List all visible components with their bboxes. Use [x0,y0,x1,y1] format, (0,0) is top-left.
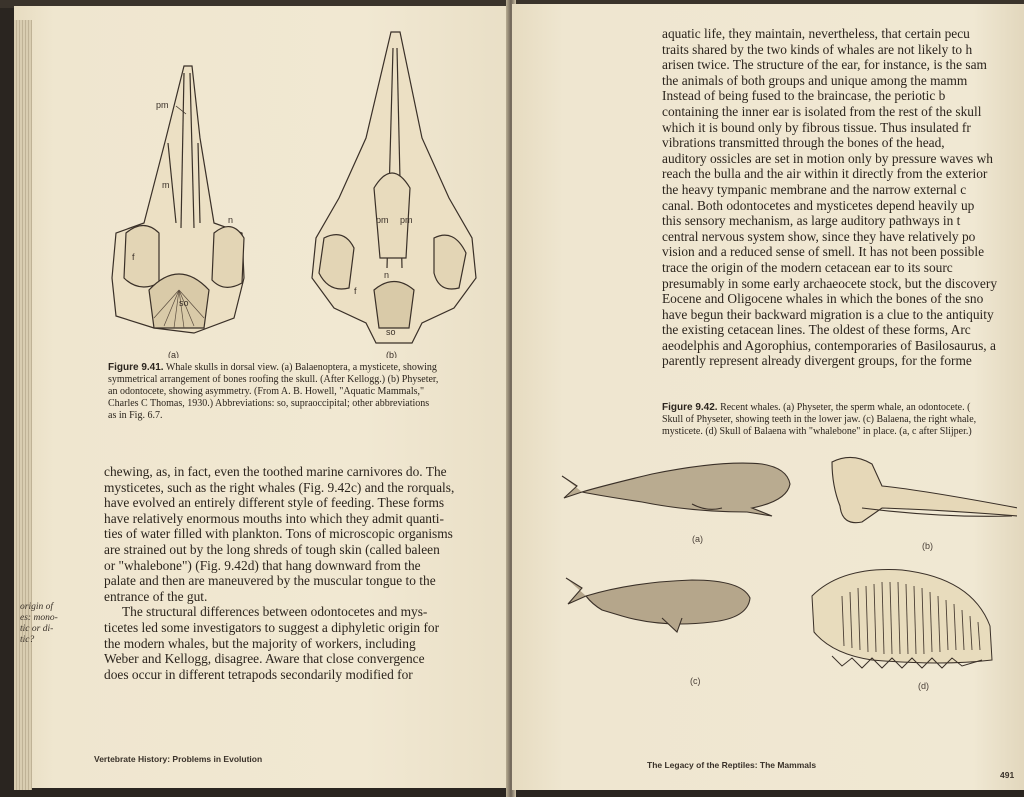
label-so-a: so [179,298,189,308]
figure-9-42-label-b: (b) [922,541,933,551]
right-footer: The Legacy of the Reptiles: The Mammals [647,760,817,770]
body-line: the animals of both groups and unique among the mamm [662,72,968,88]
body-line: vision and a reduced sense of smell. It has not been possible [662,244,985,260]
figure-9-42-illustration [542,446,1017,696]
right-page-visible-area [512,4,1017,790]
right-whale-illustration [566,578,750,632]
skull-b-illustration [312,32,476,343]
figure-9-42-caption-line: Skull of Physeter, showing teeth in the lower jaw. (c) Balaena, the right whale, [662,414,977,425]
body-line: the modern whales, but the majority of workers, including [104,635,416,651]
body-line: auditory ossicles are set in motion only by pressure waves wh [662,150,993,166]
body-line: traits shared by the two kinds of whales are not likely to h [662,41,973,57]
body-line: reach the bulla and the air within it directly from the exterior [662,166,988,182]
label-n-b: n [384,270,390,280]
body-line: have begun their backward migration is a clue to the antiquity [662,306,994,322]
margin-note-line: es: mono- [20,613,58,623]
figure-9-41-illustration [104,28,484,358]
body-line: the heavy tympanic membrane and the narrow external c [662,181,967,197]
body-line: vibrations transmitted through the bones of the head, [662,135,945,151]
margin-note [20,602,70,646]
body-line: chewing, as, in fact, even the toothed marine carnivores do. The [104,464,447,479]
figure-9-42-label-c: (c) [690,676,701,686]
body-line: trace the origin of the modern cetacean ear to its sourc [662,259,953,275]
margin-note-line: origin of [20,602,53,612]
body-line: are strained out by the long shreds of tough skin (called baleen [104,541,440,557]
margin-note-line: tic? [20,635,35,645]
figure-9-42-caption-line: Recent whales. (a) Physeter, the sperm whale, an odontocete. ( [720,402,971,413]
body-line: which it is bound only by fibrous tissue. Thus insulated fr [662,119,971,135]
left-body-text [104,464,472,682]
body-line: the existing cetacean lines. The oldest of these forms, Arc [662,322,971,338]
body-line: palate and then are maneuvered by the muscular tongue to the [104,573,436,589]
baleen-skull-illustration [812,570,992,668]
body-line: Weber and Kellogg, disagree. Aware that close convergence [104,651,425,667]
figure-9-42-label-a: (a) [692,534,703,544]
figure-9-41-caption-line: as in Fig. 6.7. [108,410,163,421]
figure-9-41-label-b: (b) [386,350,397,358]
body-line: central nervous system show, since they have relatively po [662,228,976,244]
label-pm-b1: pm [376,215,389,225]
figure-9-42-label-d: (d) [918,681,929,691]
figure-9-41-caption-line: symmetrical arrangement of bones roofing the skull. (After Kellogg.) (b) Physeter, [108,374,439,385]
label-f-b: f [354,286,357,296]
page-number: 491 [1000,770,1015,780]
body-line: or "whalebone") (Fig. 9.42d) that hang downward from the [104,557,421,573]
page-edge-stack [14,20,32,790]
body-line: ticetes led some investigators to suggest a diphyletic origin for [104,619,440,635]
margin-note-line: tic or di- [20,624,54,634]
left-footer: Vertebrate History: Problems in Evolution [94,754,263,764]
body-line: The structural differences between odontocetes and mys- [122,604,428,620]
figure-9-42-title: Figure 9.42. [662,402,718,413]
label-so-b: so [386,327,396,337]
body-line: have relatively enormous mouths into which they admit quanti- [104,510,444,526]
body-line: have evolved an entirely different style of feeding. These forms [104,495,445,511]
figure-9-41-title: Figure 9.41. [108,362,164,373]
body-line: containing the inner ear is isolated from the rest of the skull [662,103,982,119]
left-page [14,6,512,788]
figure-9-41-label-a: (a) [168,350,179,358]
label-n-a: n [228,215,234,225]
skull-a-illustration [112,66,244,333]
label-pm-a: pm [156,100,169,110]
figure-9-41-caption [108,362,486,422]
body-line: mysticetes, such as the right whales (Fig. 9.42c) and the rorquals, [104,479,455,495]
body-line: this sensory mechanism, as large auditory pathways in t [662,213,961,229]
body-line: Instead of being fused to the braincase, the periotic b [662,88,946,104]
body-line: aquatic life, they maintain, nevertheless, that certain pecu [662,26,970,41]
sperm-whale-illustration [562,463,790,516]
body-line: ties of water filled with plankton. Tons of microscopic organisms [104,526,453,542]
label-m-a: m [162,180,170,190]
body-line: parently represent already divergent groups, for the forme [662,353,972,369]
sperm-whale-skull-illustration [832,457,1017,522]
figure-9-42-caption [662,402,1017,438]
body-line: does occur in different tetrapods secondarily modified for [104,666,413,682]
right-page [512,4,1024,790]
figure-9-41-caption-line: Charles C Thomas, 1930.) Abbreviations: so, supraoccipital; other abbreviations [108,398,430,409]
figure-9-41-caption-line: Whale skulls in dorsal view. (a) Balaenoptera, a mysticete, showing [165,362,437,373]
body-line: canal. Both odontocetes and mysticetes depend heavily up [662,197,975,213]
figure-9-41-caption-line: an odontocete, showing asymmetry. (From A. B. Howell, "Aquatic Mammals," [108,386,425,397]
body-line: aeodelphis and Agorophius, contemporaries of Basilosaurus, a [662,337,996,353]
body-line: arisen twice. The structure of the ear, for instance, is the sam [662,57,987,73]
body-line: presumably in some early archaeocete stock, but the discovery [662,275,998,291]
right-body-text [662,26,1017,369]
body-line: Eocene and Oligocene whales in which the bones of the sno [662,291,984,307]
label-pm-b2: pm [400,215,413,225]
label-f-a: f [132,252,135,262]
body-line: entrance of the gut. [104,588,208,604]
figure-9-42-caption-line: mysticete. (d) Skull of Balaena with "whalebone" in place. (a, c after Slijper.) [662,426,972,437]
